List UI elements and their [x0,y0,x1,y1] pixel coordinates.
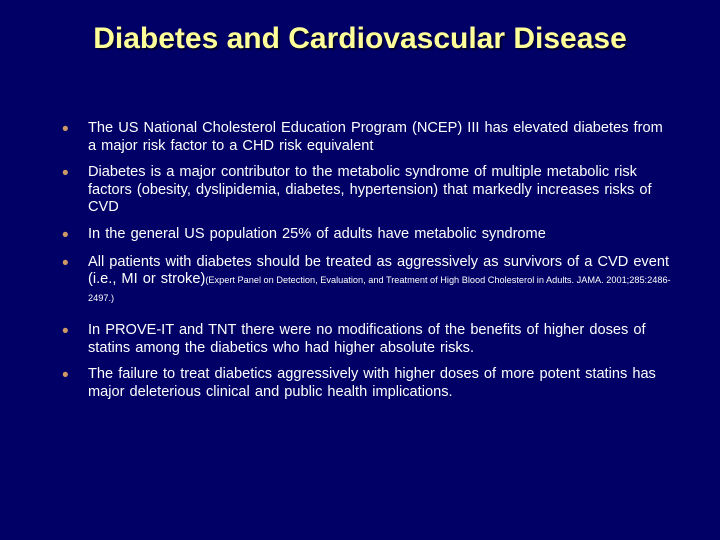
list-item-body: The failure to treat diabetics aggressively with higher doses of more potent statins has major deleterious clinical and public health implications. [88,366,656,400]
list-item-text [88,226,674,244]
list-item-body: In PROVE-IT and TNT there were no modifications of the benefits of higher doses of statins among the diabetics who had higher absolute risks. [88,322,646,356]
list-item-text [88,366,674,401]
list-item-body: The US National Cholesterol Education Program (NCEP) III has elevated diabetes from a major risk factor to a CHD risk equivalent [88,120,663,154]
bullet-icon: • [62,163,69,184]
list-item-text [88,322,674,357]
bullet-icon: • [62,252,69,274]
bullet-list [62,120,674,410]
bullet-icon: • [62,119,69,140]
bullet-icon: • [62,321,69,342]
page-title: Diabetes and Cardiovascular Disease [93,22,627,55]
list-item [62,366,674,401]
list-item-text [88,120,674,155]
list-item-citation: (Expert Panel on Detection, Evaluation, and Treatment of High Blood Cholesterol in Adults. JAMA. 2001;285:2486-2497.) [88,275,671,303]
list-item [62,322,674,357]
list-item-body: All patients with diabetes should be treated as aggressively as survivors of a CVD event (i.e., MI or stroke) [88,253,670,287]
list-item [62,120,674,155]
list-item [62,164,674,217]
list-item-text [88,164,674,217]
bullet-icon: • [62,224,69,246]
list-item-body: Diabetes is a major contributor to the metabolic syndrome of multiple metabolic risk factors (obesity, dyslipidemia, diabetes, hypertension) that markedly increases risks of CVD [88,164,652,215]
list-item [62,254,674,307]
list-item [62,226,674,245]
list-item-body: In the general US population 25% of adults have metabolic syndrome [88,225,546,242]
bullet-icon: • [62,365,69,386]
list-item-text [88,254,674,307]
